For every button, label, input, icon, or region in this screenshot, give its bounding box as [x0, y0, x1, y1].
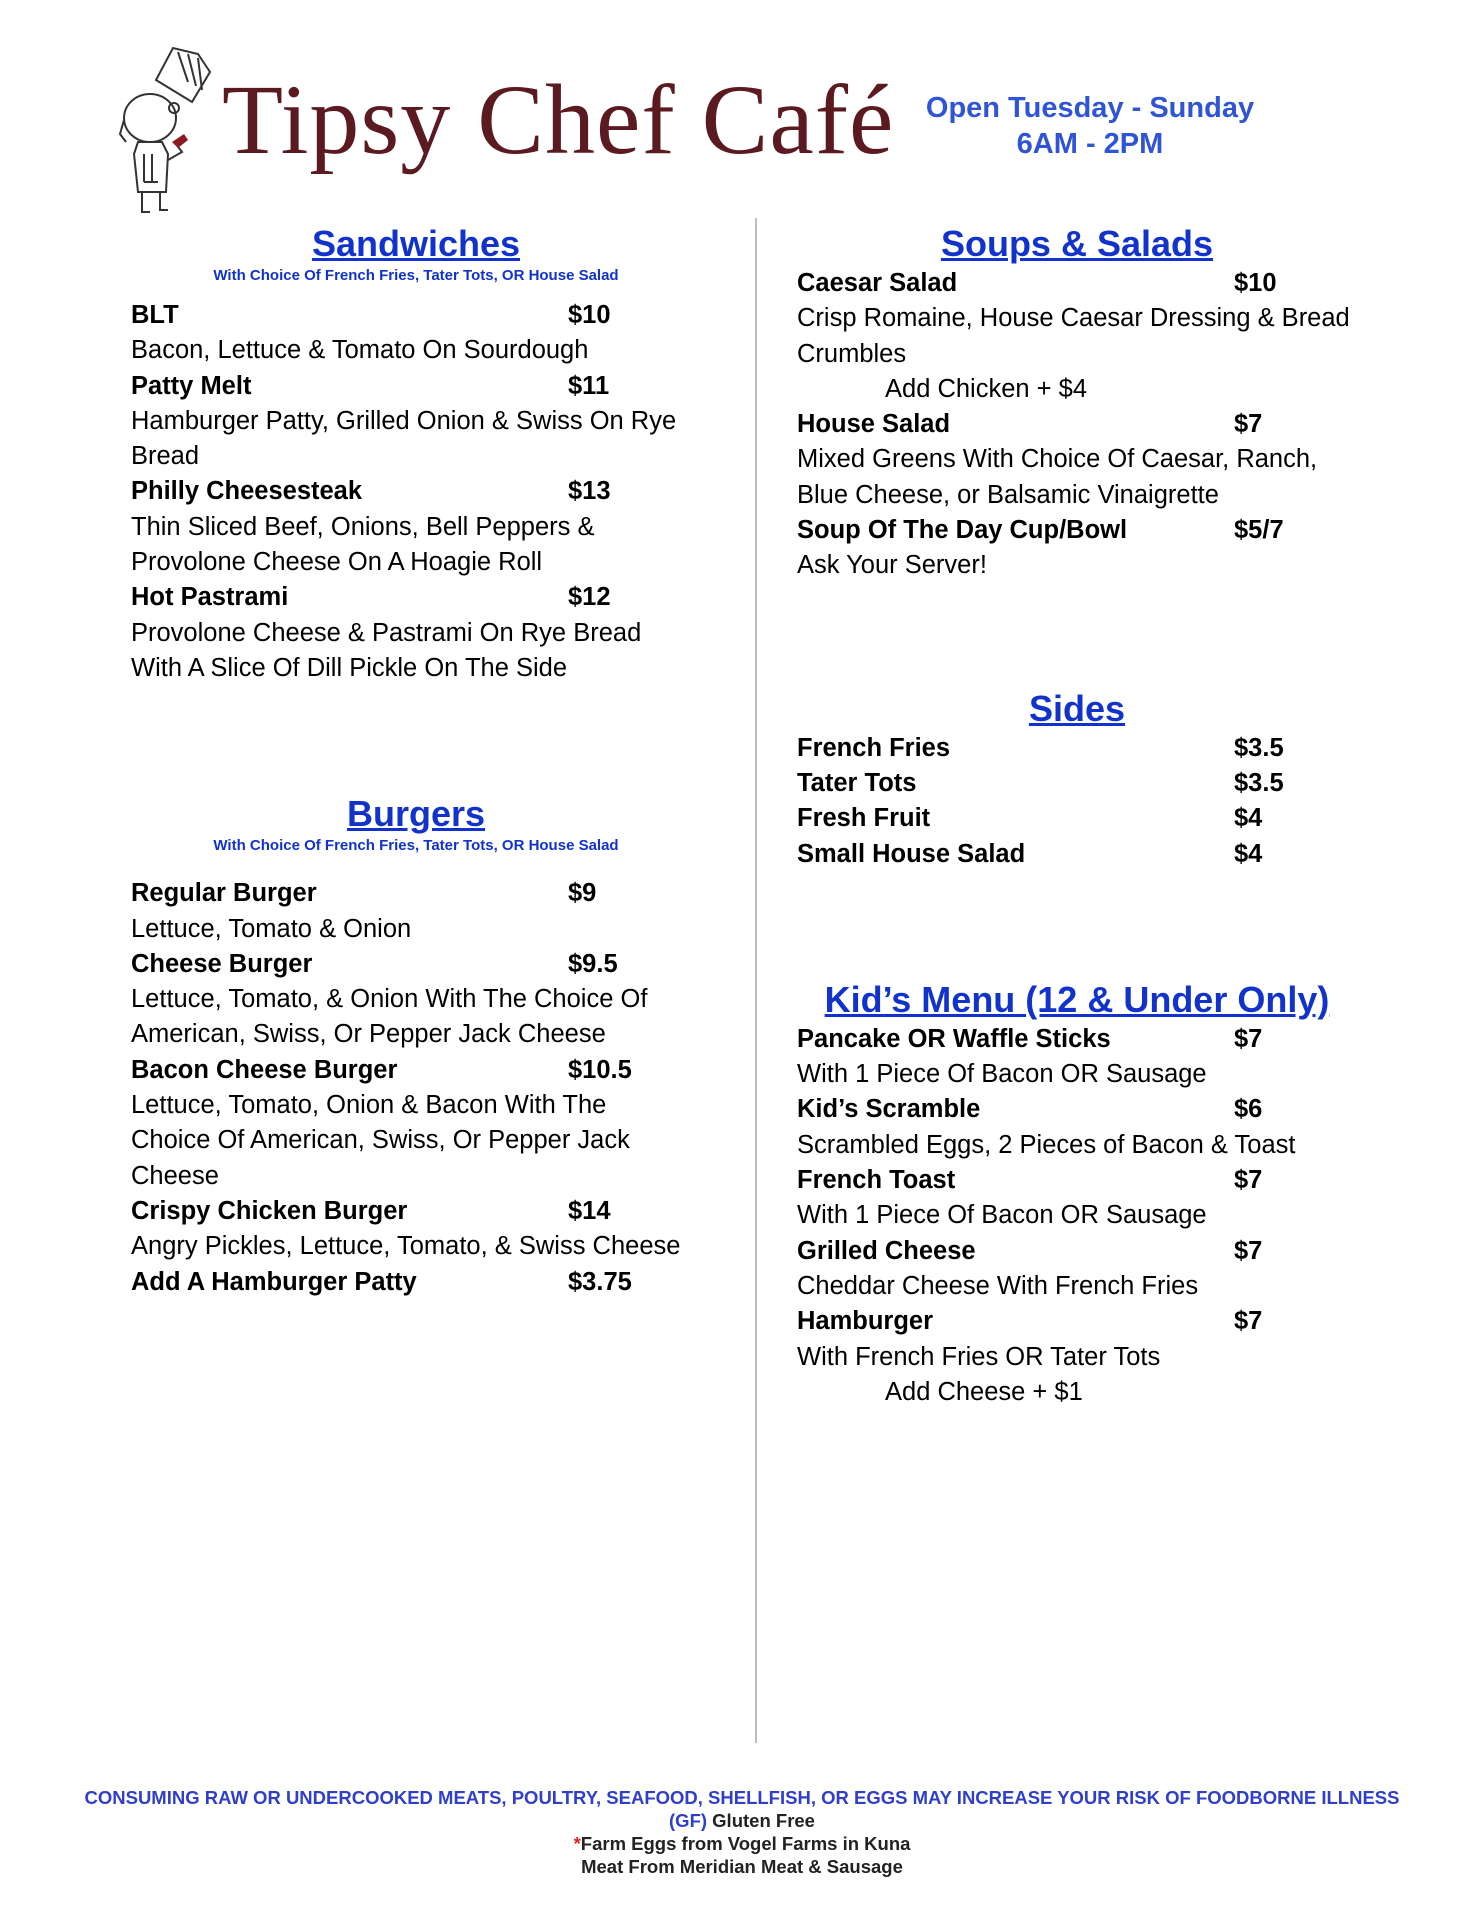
item-price: $10 — [1234, 269, 1277, 297]
item-description: Cheese — [131, 1161, 219, 1190]
item-price: $9 — [568, 879, 597, 908]
item-description: With 1 Piece Of Bacon OR Sausage — [797, 1060, 1207, 1089]
item-description: Angry Pickles, Lettuce, Tomato, & Swiss Cheese — [131, 1232, 681, 1261]
section-note: With Choice Of French Fries, Tater Tots, OR House Salad — [213, 837, 619, 855]
item-addon: Add Cheese + $1 — [885, 1377, 1083, 1406]
sandwiches-section — [131, 222, 731, 686]
item-price: $12 — [568, 583, 611, 612]
item-name: House Salad — [797, 410, 951, 439]
item-description: Provolone Cheese On A Hoagie Roll — [131, 548, 543, 577]
menu-item — [797, 731, 1427, 766]
burgers-section — [131, 792, 731, 1300]
menu-items — [131, 298, 731, 686]
item-name: Crispy Chicken Burger — [131, 1196, 408, 1225]
menu-item — [797, 513, 1427, 548]
item-price: $4 — [1234, 804, 1263, 833]
chef-logo-icon — [118, 42, 218, 214]
item-description: Hamburger Patty, Grilled Onion & Swiss On Rye — [131, 406, 677, 435]
item-price: $3.75 — [568, 1267, 632, 1296]
menu-item — [797, 1163, 1427, 1198]
food-safety-warning: CONSUMING RAW OR UNDERCOOKED MEATS, POULTRY, SEAFOOD, SHELLFISH, OR EGGS MAY INCREASE YOUR RISK OF FOODBORNE ILLNESS — [84, 1787, 1400, 1808]
menu-item — [797, 1234, 1427, 1269]
sides-section — [797, 687, 1427, 872]
item-name: Cheese Burger — [131, 949, 313, 978]
item-price: $7 — [1234, 1024, 1263, 1053]
eggs-note — [0, 1832, 1484, 1855]
item-description: Scrambled Eggs, 2 Pieces of Bacon & Toast — [797, 1130, 1296, 1159]
menu-items — [797, 266, 1427, 584]
header — [0, 0, 1484, 215]
menu-item — [131, 1194, 731, 1229]
item-price: $10 — [568, 301, 611, 329]
item-price: $5/7 — [1234, 516, 1284, 545]
item-description: Choice Of American, Swiss, Or Pepper Jack — [131, 1126, 630, 1155]
right-column — [797, 222, 1427, 1410]
item-description: Crisp Romaine, House Caesar Dressing & Bread — [797, 304, 1350, 333]
item-description: Mixed Greens With Choice Of Caesar, Ranch, — [797, 445, 1318, 474]
item-price: $7 — [1234, 1166, 1263, 1195]
item-price: $7 — [1234, 1307, 1263, 1336]
menu-item — [131, 474, 731, 509]
item-addon: Add Chicken + $4 — [885, 374, 1088, 403]
section-title: Burgers — [346, 793, 486, 835]
item-name: Pancake OR Waffle Sticks — [797, 1024, 1111, 1053]
section-note: With Choice Of French Fries, Tater Tots, OR House Salad — [213, 267, 619, 284]
meat-note: Meat From Meridian Meat & Sausage — [581, 1856, 903, 1877]
footer — [0, 1786, 1484, 1878]
gluten-free-legend — [0, 1809, 1484, 1832]
item-description: Ask Your Server! — [797, 551, 987, 580]
item-name: Hamburger — [797, 1307, 934, 1336]
item-name: Bacon Cheese Burger — [131, 1055, 398, 1084]
soups-salads-section — [797, 222, 1427, 584]
item-price: $6 — [1234, 1095, 1263, 1124]
kids-menu-section — [797, 978, 1427, 1410]
hours-times: 6AM - 2PM — [1016, 128, 1164, 160]
section-title: Sandwiches — [311, 223, 521, 264]
item-name: French Toast — [797, 1166, 956, 1195]
menu-item — [797, 801, 1427, 836]
asterisk: * — [573, 1833, 581, 1854]
item-name: Regular Burger — [131, 879, 317, 908]
item-description: Lettuce, Tomato, Onion & Bacon With The — [131, 1091, 607, 1120]
item-description: With 1 Piece Of Bacon OR Sausage — [797, 1201, 1207, 1230]
item-description: With A Slice Of Dill Pickle On The Side — [131, 653, 568, 682]
item-name: Small House Salad — [797, 839, 1026, 868]
menu-item — [797, 1304, 1427, 1339]
section-title: Kid’s Menu (12 & Under Only) — [824, 978, 1330, 1020]
menu-item — [131, 1265, 731, 1300]
menu-item — [131, 876, 731, 911]
left-column — [131, 222, 731, 1300]
menu-item — [797, 766, 1427, 801]
item-price: $4 — [1234, 839, 1263, 868]
item-price: $7 — [1234, 410, 1263, 439]
item-price: $14 — [568, 1196, 611, 1225]
menu-item — [131, 580, 731, 615]
item-price: $10.5 — [568, 1055, 632, 1084]
item-name: Patty Melt — [131, 371, 252, 400]
item-description: Crumbles — [797, 339, 907, 368]
eggs-text: Farm Eggs from Vogel Farms in Kuna — [580, 1833, 911, 1854]
item-name: Caesar Salad — [797, 269, 958, 297]
item-name: Hot Pastrami — [131, 583, 289, 612]
item-name: Grilled Cheese — [797, 1236, 976, 1265]
item-description: Blue Cheese, or Balsamic Vinaigrette — [797, 480, 1219, 509]
gf-text: Gluten Free — [712, 1810, 815, 1831]
logo-wordmark: Tipsy Chef Café — [222, 64, 895, 175]
item-description: Provolone Cheese & Pastrami On Rye Bread — [131, 618, 642, 647]
menu-item — [131, 1053, 731, 1088]
opening-hours — [900, 90, 1280, 162]
item-price: $11 — [568, 371, 610, 400]
menu-item — [797, 266, 1427, 301]
item-name: Tater Tots — [797, 768, 917, 797]
item-description: Thin Sliced Beef, Onions, Bell Peppers & — [131, 512, 595, 541]
menu-item — [797, 837, 1427, 872]
menu-item — [131, 298, 731, 333]
item-name: Kid’s Scramble — [797, 1095, 981, 1124]
item-price: $3.5 — [1234, 733, 1284, 762]
menu-item — [131, 947, 731, 982]
gf-code: (GF) — [669, 1810, 708, 1831]
item-name: BLT — [131, 301, 179, 329]
section-title: Sides — [1028, 687, 1126, 729]
menu-items — [797, 731, 1427, 872]
hours-days: Open Tuesday - Sunday — [925, 92, 1255, 124]
item-description: Bread — [131, 442, 200, 471]
item-price: $7 — [1234, 1236, 1263, 1265]
column-divider — [755, 218, 757, 1743]
menu-item — [797, 1092, 1427, 1127]
menu-items — [131, 876, 731, 1300]
item-name: Fresh Fruit — [797, 804, 931, 833]
item-name: Philly Cheesesteak — [131, 477, 363, 506]
section-title: Soups & Salads — [940, 223, 1214, 264]
menu-item — [797, 1022, 1427, 1057]
item-price: $9.5 — [568, 949, 618, 978]
item-description: American, Swiss, Or Pepper Jack Cheese — [131, 1020, 606, 1049]
item-description: With French Fries OR Tater Tots — [797, 1342, 1161, 1371]
item-description: Lettuce, Tomato & Onion — [131, 914, 412, 943]
menu-item — [797, 407, 1427, 442]
item-name: Soup Of The Day Cup/Bowl — [797, 516, 1128, 545]
item-description: Lettuce, Tomato, & Onion With The Choice Of — [131, 985, 648, 1014]
item-name: French Fries — [797, 733, 951, 762]
item-description: Cheddar Cheese With French Fries — [797, 1271, 1199, 1300]
menu-item — [131, 369, 731, 404]
item-name: Add A Hamburger Patty — [131, 1267, 417, 1296]
item-price: $3.5 — [1234, 768, 1284, 797]
item-description: Bacon, Lettuce & Tomato On Sourdough — [131, 336, 589, 365]
menu-items — [797, 1022, 1427, 1410]
item-price: $13 — [568, 477, 611, 506]
